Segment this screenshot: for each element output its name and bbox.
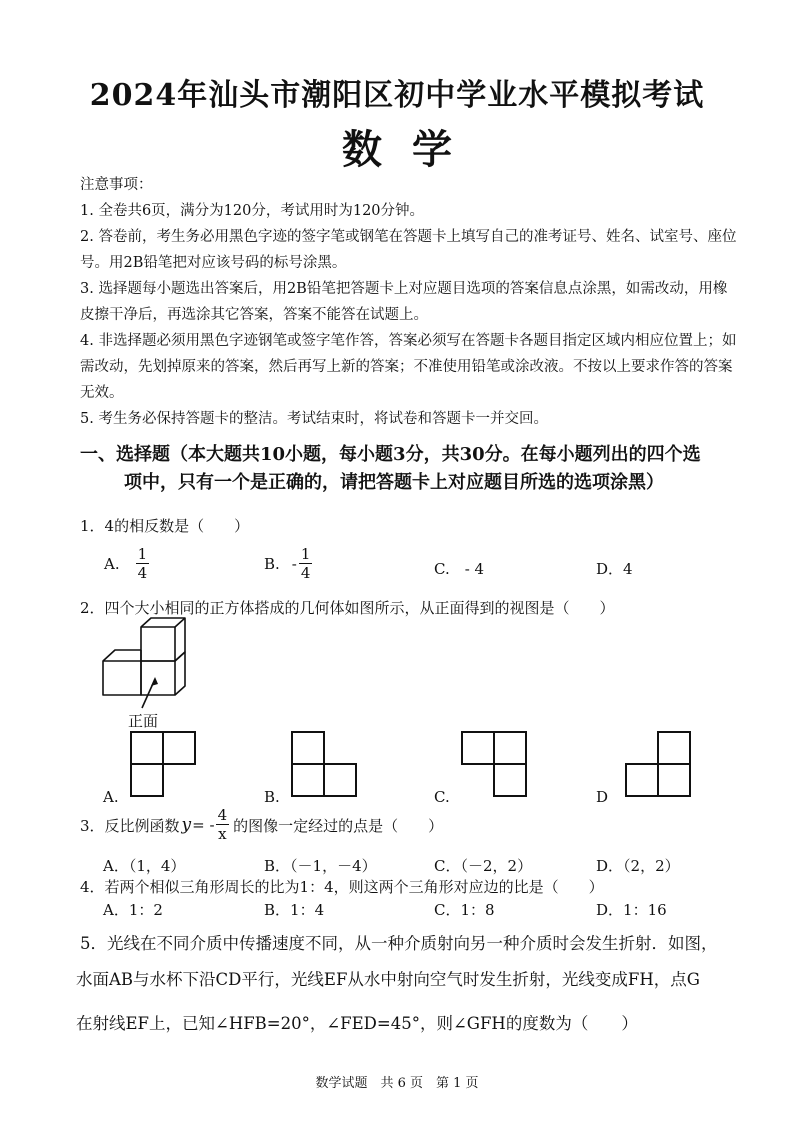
- fraction-one-quarter: [136, 547, 150, 581]
- view-square: [493, 763, 527, 797]
- question-3-option-a: A．（1，4）: [103, 857, 186, 875]
- question-3-option-c: C．（－2，2）: [434, 857, 533, 875]
- question-3-stem-pre: 3．反比例函数: [80, 816, 180, 835]
- fraction-numerator: 4: [217, 806, 228, 824]
- view-square: [657, 731, 691, 765]
- view-square: [461, 731, 495, 765]
- question-3-option-d: D．（2，2）: [596, 857, 680, 875]
- question-4-stem: 4．若两个相似三角形周长的比为1：4，则这两个三角形对应边的比是（ ）: [80, 878, 604, 896]
- question-2-option-b-label: B.: [264, 788, 280, 806]
- question-3-stem: [80, 808, 443, 842]
- subject-title: 数学: [342, 126, 482, 173]
- question-1-stem: 1．4的相反数是（ ）: [80, 517, 250, 535]
- option-b-view: [291, 731, 361, 801]
- note-item-5: 5. 考生务必保持答题卡的整洁。考试结束时，将试卷和答题卡一并交回。: [80, 411, 548, 427]
- note-item-3: 3. 选择题每小题选出答案后，用2B铅笔把答题卡上对应题目选项的答案信息点涂黑，如需改动，用橡皮擦干净后，再选涂其它答案，答案不能答在试题上。: [80, 281, 728, 323]
- question-1-option-a: [104, 547, 149, 581]
- note-item-4: 4. 非选择题必须用黑色字迹钢笔或签字笔作答，答案必须写在答题卡各题目指定区域内相应位置上；如需改动，先划掉原来的答案，然后再写上新的答案；不准使用铅笔或涂改液。不按以上要求作答的答案无效。: [80, 333, 737, 401]
- option-b-label: B.: [264, 555, 280, 573]
- negative-fraction: [292, 547, 313, 581]
- fraction-one-quarter: [299, 547, 313, 581]
- view-square: [291, 763, 325, 797]
- fraction-denominator: 4: [137, 564, 148, 582]
- section-heading-line1: 一、选择题（本大题共10小题，每小题3分，共30分。在每小题列出的四个选: [80, 444, 701, 465]
- fraction-numerator: 1: [137, 545, 148, 563]
- page-footer: 数学试题 共 6 页 第 1 页: [315, 1076, 479, 1091]
- view-square: [162, 731, 196, 765]
- notes-block: [80, 172, 740, 432]
- option-d-view: [625, 731, 695, 801]
- fraction-denominator: 4: [300, 564, 311, 582]
- minus-sign: -: [291, 555, 297, 573]
- question-2-option-d-label: D: [596, 788, 609, 806]
- function-fraction: [216, 808, 230, 842]
- question-4-option-a: A．1：2: [103, 901, 163, 919]
- notes-heading: 注意事项：: [80, 177, 153, 193]
- question-4-option-b: B．1：4: [264, 901, 325, 919]
- question-5-line-1: 5．光线在不同介质中传播速度不同，从一种介质射向另一种介质时会发生折射．如图，: [80, 934, 718, 953]
- note-item-2: 2. 答卷前，考生务必用黑色字迹的签字笔或钢笔在答题卡上填写自己的准考证号、姓名、试室号、座位号。用2B铅笔把对应该号码的标号涂黑。: [80, 229, 737, 271]
- bottom-right-cube-front: [141, 661, 175, 695]
- question-2-option-c-label: C.: [434, 788, 450, 806]
- question-5-line-3: 在射线EF上，已知∠HFB=20°，∠FED=45°，则∠GFH的度数为（ ）: [76, 1014, 638, 1033]
- front-arrow-head: [151, 677, 158, 686]
- question-4-option-d: D．1：16: [596, 901, 667, 919]
- question-2-option-a-label: A.: [103, 788, 119, 806]
- function-y: y: [181, 815, 192, 835]
- question-1-option-c: C. - 4: [434, 560, 485, 578]
- view-square: [657, 763, 691, 797]
- question-3-option-b: B．（－1，－4）: [264, 857, 377, 875]
- question-3-stem-post: 的图像一定经过的点是（ ）: [233, 816, 444, 835]
- cube-stack-figure: [100, 615, 190, 711]
- question-1-option-b: [264, 547, 312, 581]
- view-square: [130, 731, 164, 765]
- option-a-view: [130, 731, 200, 801]
- question-1-option-d: D．4: [596, 560, 633, 578]
- exam-title: 2024年汕头市潮阳区初中学业水平模拟考试: [89, 78, 705, 113]
- option-c-view: [461, 731, 531, 801]
- section-heading-line2: 项中，只有一个是正确的，请把答题卡上对应题目所选的选项涂黑）: [124, 472, 664, 493]
- question-2-stem: 2．四个大小相同的正方体搭成的几何体如图所示，从正面得到的视图是（ ）: [80, 599, 615, 617]
- view-square: [291, 731, 325, 765]
- question-5-line-2: 水面AB与水杯下沿CD平行，光线EF从水中射向空气时发生折射，光线变成FH，点G: [76, 970, 700, 989]
- fraction-numerator: 1: [300, 545, 311, 563]
- view-square: [493, 731, 527, 765]
- note-item-1: 1. 全卷共6页，满分为120分，考试用时为120分钟。: [80, 203, 425, 219]
- option-a-label: A.: [104, 555, 120, 573]
- front-label: 正面: [128, 712, 159, 730]
- view-square: [323, 763, 357, 797]
- section-heading: [80, 441, 740, 497]
- bottom-left-cube-front: [103, 661, 141, 695]
- fraction-denominator: x: [218, 825, 227, 843]
- top-cube-front: [141, 627, 175, 661]
- question-4-option-c: C．1：8: [434, 901, 495, 919]
- function-equals: = -: [192, 816, 215, 834]
- view-square: [130, 763, 164, 797]
- view-square: [625, 763, 659, 797]
